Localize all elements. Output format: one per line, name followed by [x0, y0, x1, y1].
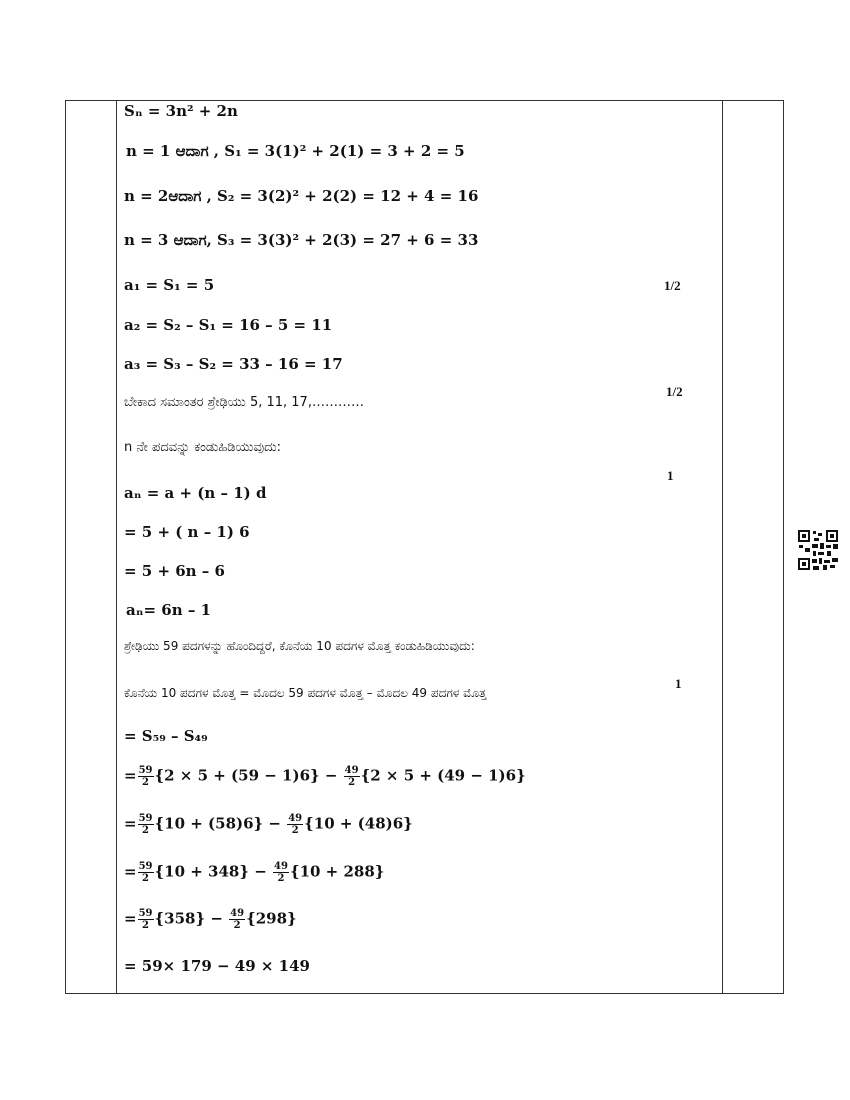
last-ten-definition: ಕೊನೆಯ 10 ಪದಗಳ ಮೊತ್ತ = ಮೊದಲ 59 ಪದಗಳ ಮೊತ್ತ – ಮೊದಲ 49 ಪದಗಳ ಮೊತ್ತ — [124, 686, 487, 700]
formula-s59-s49: = S₅₉ – S₄₉ — [124, 727, 208, 745]
formula-a2: a₂ = S₂ – S₁ = 16 – 5 = 11 — [124, 316, 333, 334]
formula-an: aₙ = a + (n – 1) d — [124, 484, 267, 502]
required-series: ಬೇಕಾದ ಸಮಾಂತರ ಶ್ರೇಢಿಯು 5, 11, 17,………… — [124, 395, 364, 410]
column-divider — [722, 101, 723, 993]
mark-half: 1/2 — [664, 278, 681, 293]
qr-code-icon — [798, 530, 838, 570]
formula-an-result: aₙ= 6n – 1 — [126, 601, 212, 619]
formula-an-step1: = 5 + ( n – 1) 6 — [124, 523, 250, 541]
formula-a3: a₃ = S₃ – S₂ = 33 – 16 = 17 — [124, 355, 343, 373]
formula-s1: n = 1 ಆದಾಗ , S₁ = 3(1)² + 2(1) = 3 + 2 = 5 — [126, 142, 465, 160]
step-4: = $\frac{59}{2}$ {358} − $\frac{49}{2}$ {298} — [124, 908, 297, 931]
column-divider — [116, 101, 117, 993]
formula-s3: n = 3 ಆದಾಗ, S₃ = 3(3)² + 2(3) = 27 + 6 = 33 — [124, 231, 479, 249]
step-2: = $\frac{59}{2}$ {10 + (58)6} − $\frac{49}{2}$ {10 + (48)6} — [124, 813, 413, 836]
formula-sn: Sₙ = 3n² + 2n — [124, 102, 238, 120]
last-ten-heading: ಶ್ರೇಢಿಯು 59 ಪದಗಳನ್ನು ಹೊಂದಿದ್ದರೆ, ಕೊನೆಯ 10 ಪದಗಳ ಮೊತ್ತ ಕಂಡುಹಿಡಿಯುವುದು: — [124, 639, 475, 653]
nth-term-heading: n ನೇ ಪದವನ್ನು ಕಂಡುಹಿಡಿಯುವುದು: — [124, 440, 282, 455]
mark-half: 1/2 — [666, 384, 683, 399]
step-3: = $\frac{59}{2}$ {10 + 348} − $\frac{49}{2}$ {10 + 288} — [124, 861, 385, 884]
formula-a1: a₁ = S₁ = 5 — [124, 276, 215, 294]
final-expression: = 59× 179 − 49 × 149 — [124, 957, 310, 975]
mark-one: 1 — [675, 676, 682, 691]
mark-one: 1 — [667, 468, 674, 483]
formula-s2: n = 2ಆದಾಗ , S₂ = 3(2)² + 2(2) = 12 + 4 = 16 — [124, 187, 479, 205]
step-1: = $\frac{59}{2}$ {2 × 5 + (59 − 1)6} − $\frac{49}{2}$ {2 × 5 + (49 − 1)6} — [124, 765, 526, 788]
formula-an-step2: = 5 + 6n – 6 — [124, 562, 225, 580]
